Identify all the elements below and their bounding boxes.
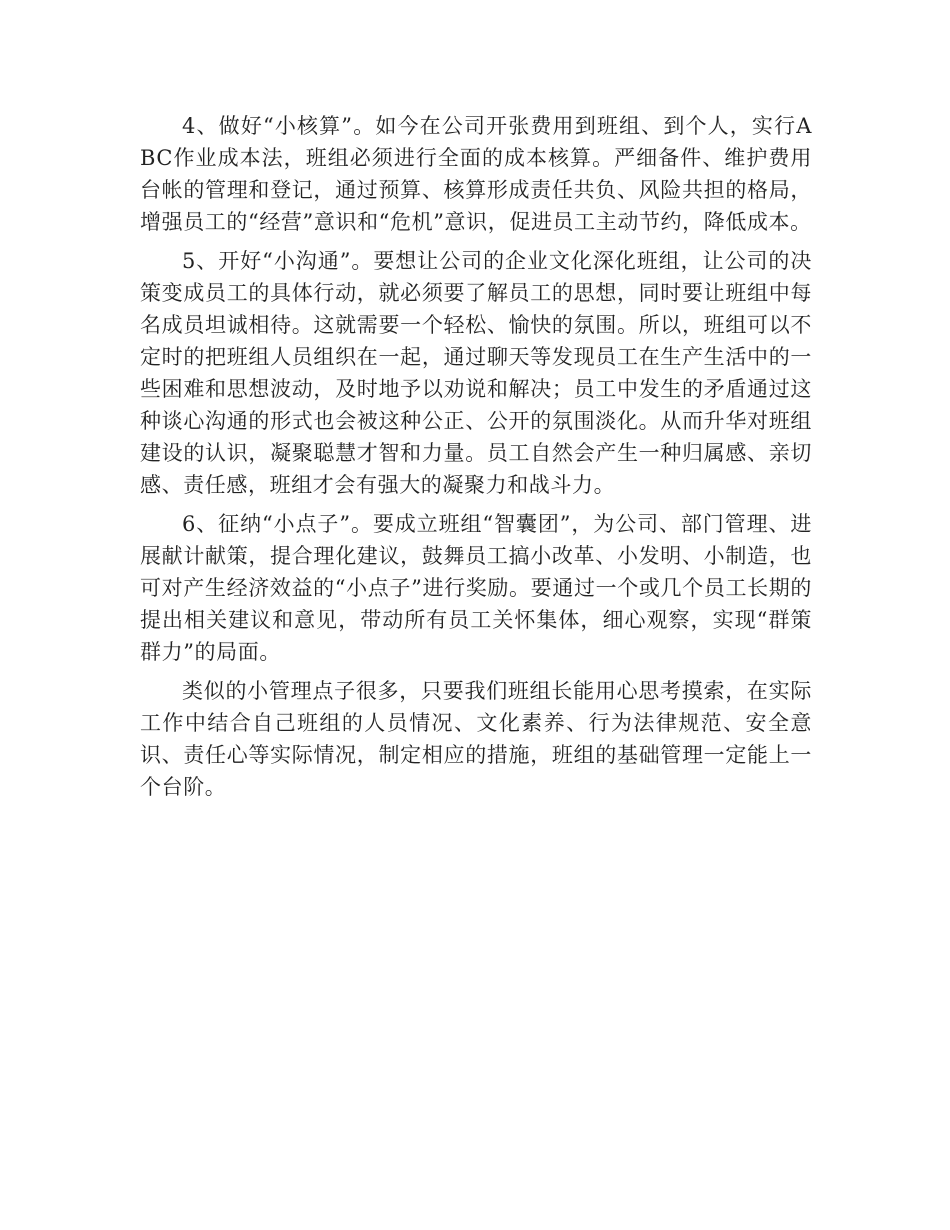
- paragraph-small-accounting: 4、做好“小核算”。如今在公司开张费用到班组、到个人，实行ABC作业成本法，班组必须进行全面的成本核算。严细备件、维护费用台帐的管理和登记，通过预算、核算形成责任共负、风险共担的格局，增强员工的“经营”意识和“危机”意识，促进员工主动节约，降低成本。: [140, 114, 812, 234]
- paragraph-small-ideas: 6、征纳“小点子”。要成立班组“智囊团”，为公司、部门管理、进展献计献策，提合理化建议，鼓舞员工搞小改革、小发明、小制造，也可对产生经济效益的“小点子”进行奖励。要通过一个或几个员工长期的提出相关建议和意见，带动所有员工关怀集体，细心观察，实现“群策群力”的局面。: [140, 512, 812, 664]
- paragraph-conclusion: 类似的小管理点子很多，只要我们班组长能用心思考摸索，在实际工作中结合自己班组的人员情况、文化素养、行为法律规范、安全意识、责任心等实际情况，制定相应的措施，班组的基础管理一定能上一个台阶。: [140, 679, 812, 799]
- document-body: [140, 110, 812, 810]
- paragraph-small-communication: 5、开好“小沟通”。要想让公司的企业文化深化班组，让公司的决策变成员工的具体行动，就必须要了解员工的思想，同时要让班组中每名成员坦诚相待。这就需要一个轻松、愉快的氛围。所以，班组可以不定时的把班组人员组织在一起，通过聊天等发现员工在生产生活中的一些困难和思想波动，及时地予以劝说和解决；员工中发生的矛盾通过这种谈心沟通的形式也会被这种公正、公开的氛围淡化。从而升华对班组建设的认识，凝聚聪慧才智和力量。员工自然会产生一种归属感、亲切感、责任感，班组才会有强大的凝聚力和战斗力。: [140, 249, 812, 497]
